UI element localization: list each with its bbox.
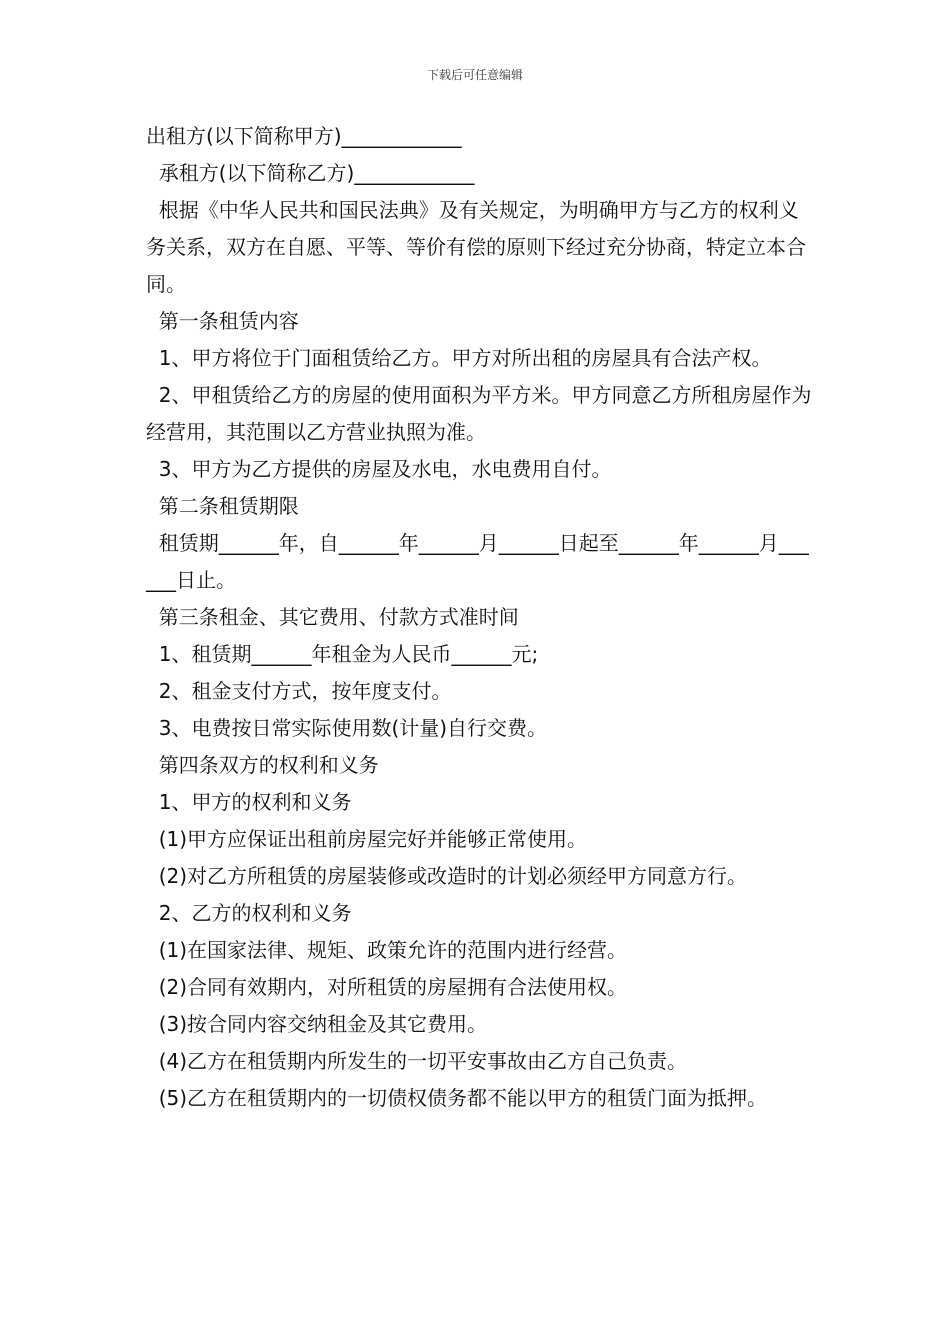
article-2-term: 租赁期______年，自______年______月______日起至______年______月______日止。 — [146, 531, 809, 592]
lessor-rights-item-2: (2)对乙方所租赁的房屋装修或改造时的计划必须经甲方同意方行。 — [146, 864, 748, 888]
lessee-rights-item-2: (2)合同有效期内，对所租赁的房屋拥有合法使用权。 — [146, 975, 628, 999]
article-3-heading: 第三条租金、其它费用、付款方式准时间 — [146, 605, 519, 629]
lessor-rights-item-1: (1)甲方应保证出租前房屋完好并能够正常使用。 — [146, 827, 588, 851]
lessee-rights-heading: 2、乙方的权利和义务 — [146, 901, 352, 925]
preamble: 根据《中华人民共和国民法典》及有关规定，为明确甲方与乙方的权利义务关系，双方在自愿、平等、等价有偿的原则下经过充分协商，特定立本合同。 — [146, 198, 806, 296]
article-2-heading: 第二条租赁期限 — [146, 494, 299, 518]
lessee-rights-item-4: (4)乙方在租赁期内所发生的一切平安事故由乙方自己负责。 — [146, 1049, 688, 1073]
lessee-line: 承租方(以下简称乙方)____________ — [146, 161, 475, 185]
article-1-item-1: 1、甲方将位于门面租赁给乙方。甲方对所出租的房屋具有合法产权。 — [146, 346, 772, 370]
article-1-heading: 第一条租赁内容 — [146, 309, 299, 333]
lessor-line: 出租方(以下简称甲方)____________ — [146, 124, 462, 148]
article-1-item-2: 2、甲租赁给乙方的房屋的使用面积为平方米。甲方同意乙方所租房屋作为经营用，其范围以乙方营业执照为准。 — [146, 383, 812, 444]
lessee-rights-item-1: (1)在国家法律、规矩、政策允许的范围内进行经营。 — [146, 938, 628, 962]
lessee-rights-item-3: (3)按合同内容交纳租金及其它费用。 — [146, 1012, 488, 1036]
article-3-item-2: 2、租金支付方式，按年度支付。 — [146, 679, 452, 703]
article-3-item-1: 1、租赁期______年租金为人民币______元; — [146, 642, 539, 666]
contract-body — [146, 118, 814, 1117]
article-1-item-3: 3、甲方为乙方提供的房屋及水电，水电费用自付。 — [146, 457, 612, 481]
article-4-heading: 第四条双方的权利和义务 — [146, 753, 379, 777]
page-header: 下载后可任意编辑 — [426, 68, 523, 82]
article-3-item-3: 3、电费按日常实际使用数(计量)自行交费。 — [146, 716, 548, 740]
lessee-rights-item-5: (5)乙方在租赁期内的一切债权债务都不能以甲方的租赁门面为抵押。 — [146, 1086, 768, 1110]
lessor-rights-heading: 1、甲方的权利和义务 — [146, 790, 352, 814]
